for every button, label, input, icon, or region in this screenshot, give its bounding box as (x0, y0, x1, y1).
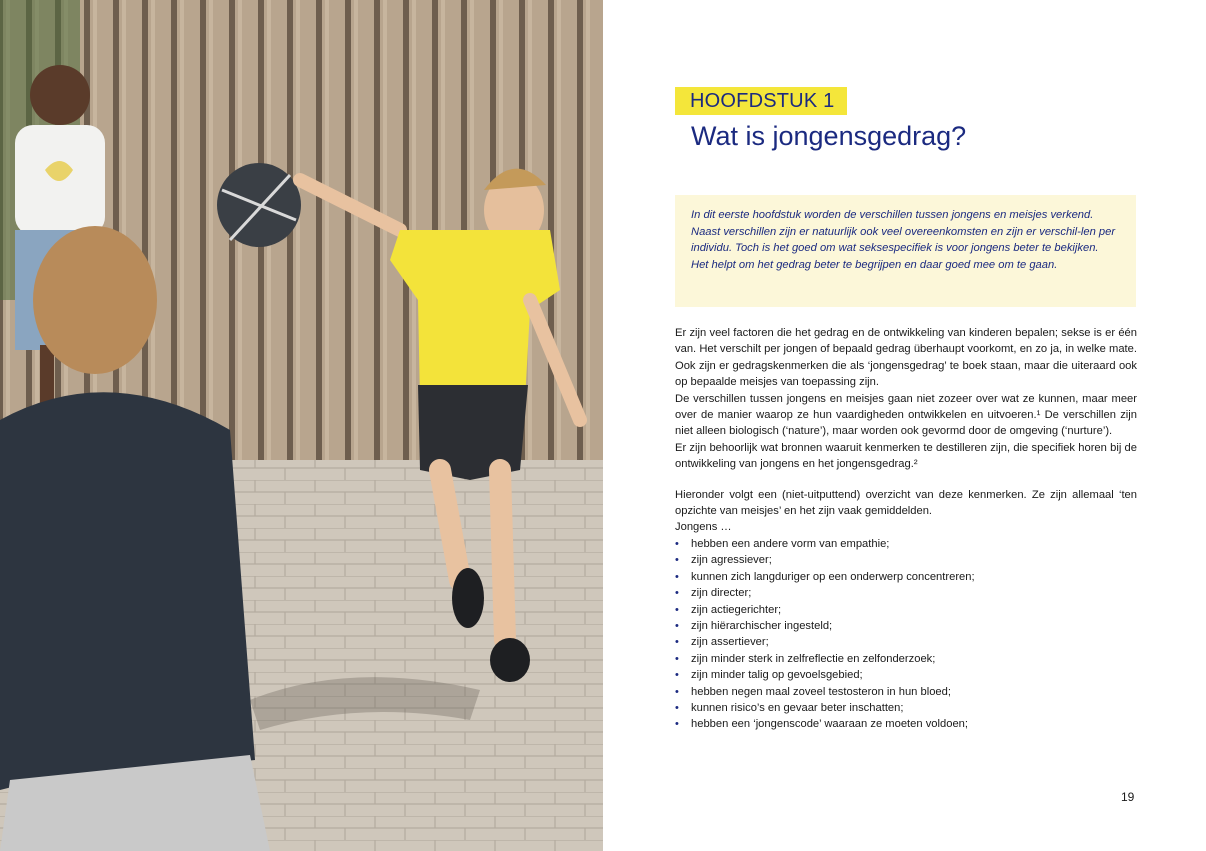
body-text (675, 325, 1137, 733)
bullet-icon: • (675, 669, 679, 682)
bullet-icon: • (675, 701, 679, 714)
list-item: • zijn directer; (675, 585, 1137, 601)
page-number: 19 (1121, 790, 1135, 804)
paragraph: Er zijn veel factoren die het gedrag en de ontwikkeling van kinderen bepalen; sekse is er één van. Het verschilt per jongen of bepaald gedrag überhaupt voorkomt, en zo ja, in welke mate. Ook zijn er gedragskenmerken die als ‘jongensgedrag’ te boek staan, maar die uiteraard ook op bepaalde meisjes van toepassing zijn. (675, 327, 1137, 389)
intro-text: In dit eerste hoofdstuk worden de verschillen tussen jongens en meisjes verkend. Naast verschillen zijn er natuurlijk ook veel overeenkomsten en zijn er verschil-len per individu. Toch is het goed om wat seksespecifiek is voor jongens beter te bekijken. Het helpt om het gedrag beter te begrijpen en daar goed mee om te gaan. (691, 209, 1116, 271)
bullet-icon: • (675, 537, 679, 550)
list-intro: Jongens … (675, 521, 732, 534)
list-item: • zijn minder sterk in zelfreflectie en zelfonderzoek; (675, 651, 1137, 667)
paragraph: Hieronder volgt een (niet-uitputtend) overzicht van deze kenmerken. Ze zijn allemaal ‘ten opzichte van meisjes’ en het zijn vaak gemiddelden. (675, 488, 1137, 518)
list-item: • hebben negen maal zoveel testosteron in hun bloed; (675, 684, 1137, 700)
text-page (603, 0, 1206, 851)
list-item: • kunnen zich langduriger op een onderwerp concentreren; (675, 569, 1137, 585)
bullet-icon: • (675, 685, 679, 698)
list-item: • hebben een ‘jongenscode’ waaraan ze moeten voldoen; (675, 716, 1137, 732)
chapter-label: HOOFDSTUK 1 (675, 87, 847, 115)
list-item: • zijn assertiever; (675, 634, 1137, 650)
list-item: • zijn hiërarchischer ingesteld; (675, 618, 1137, 634)
bullet-icon: • (675, 652, 679, 665)
bullet-icon: • (675, 718, 679, 731)
bullet-icon: • (675, 603, 679, 616)
bullet-icon: • (675, 619, 679, 632)
paragraph: Er zijn behoorlijk wat bronnen waaruit kenmerken te destilleren zijn, die specifiek horen bij de ontwikkeling van jongens en het jongensgedrag.² (675, 441, 1137, 471)
bullet-icon: • (675, 636, 679, 649)
intro-box (675, 195, 1136, 307)
bullet-icon: • (675, 570, 679, 583)
list-item: • zijn agressiever; (675, 552, 1137, 568)
trait-list (675, 536, 1137, 733)
chapter-title: Wat is jongensgedrag? (691, 121, 967, 151)
list-item: • hebben een andere vorm van empathie; (675, 536, 1137, 552)
list-item: • kunnen risico’s en gevaar beter inschatten; (675, 700, 1137, 716)
bullet-icon: • (675, 554, 679, 567)
list-item: • zijn minder talig op gevoelsgebied; (675, 667, 1137, 683)
list-item: • zijn actiegerichter; (675, 602, 1137, 618)
paragraph: De verschillen tussen jongens en meisjes gaan niet zozeer over wat ze kunnen, maar meer over de manier waarop ze hun vaardigheden ontwikkelen en uitvoeren.¹ De verschillen zijn niet alleen biologisch (‘nature’), maar worden ook gevormd door de omgeving (‘nurture’). (675, 392, 1137, 438)
bullet-icon: • (675, 587, 679, 600)
